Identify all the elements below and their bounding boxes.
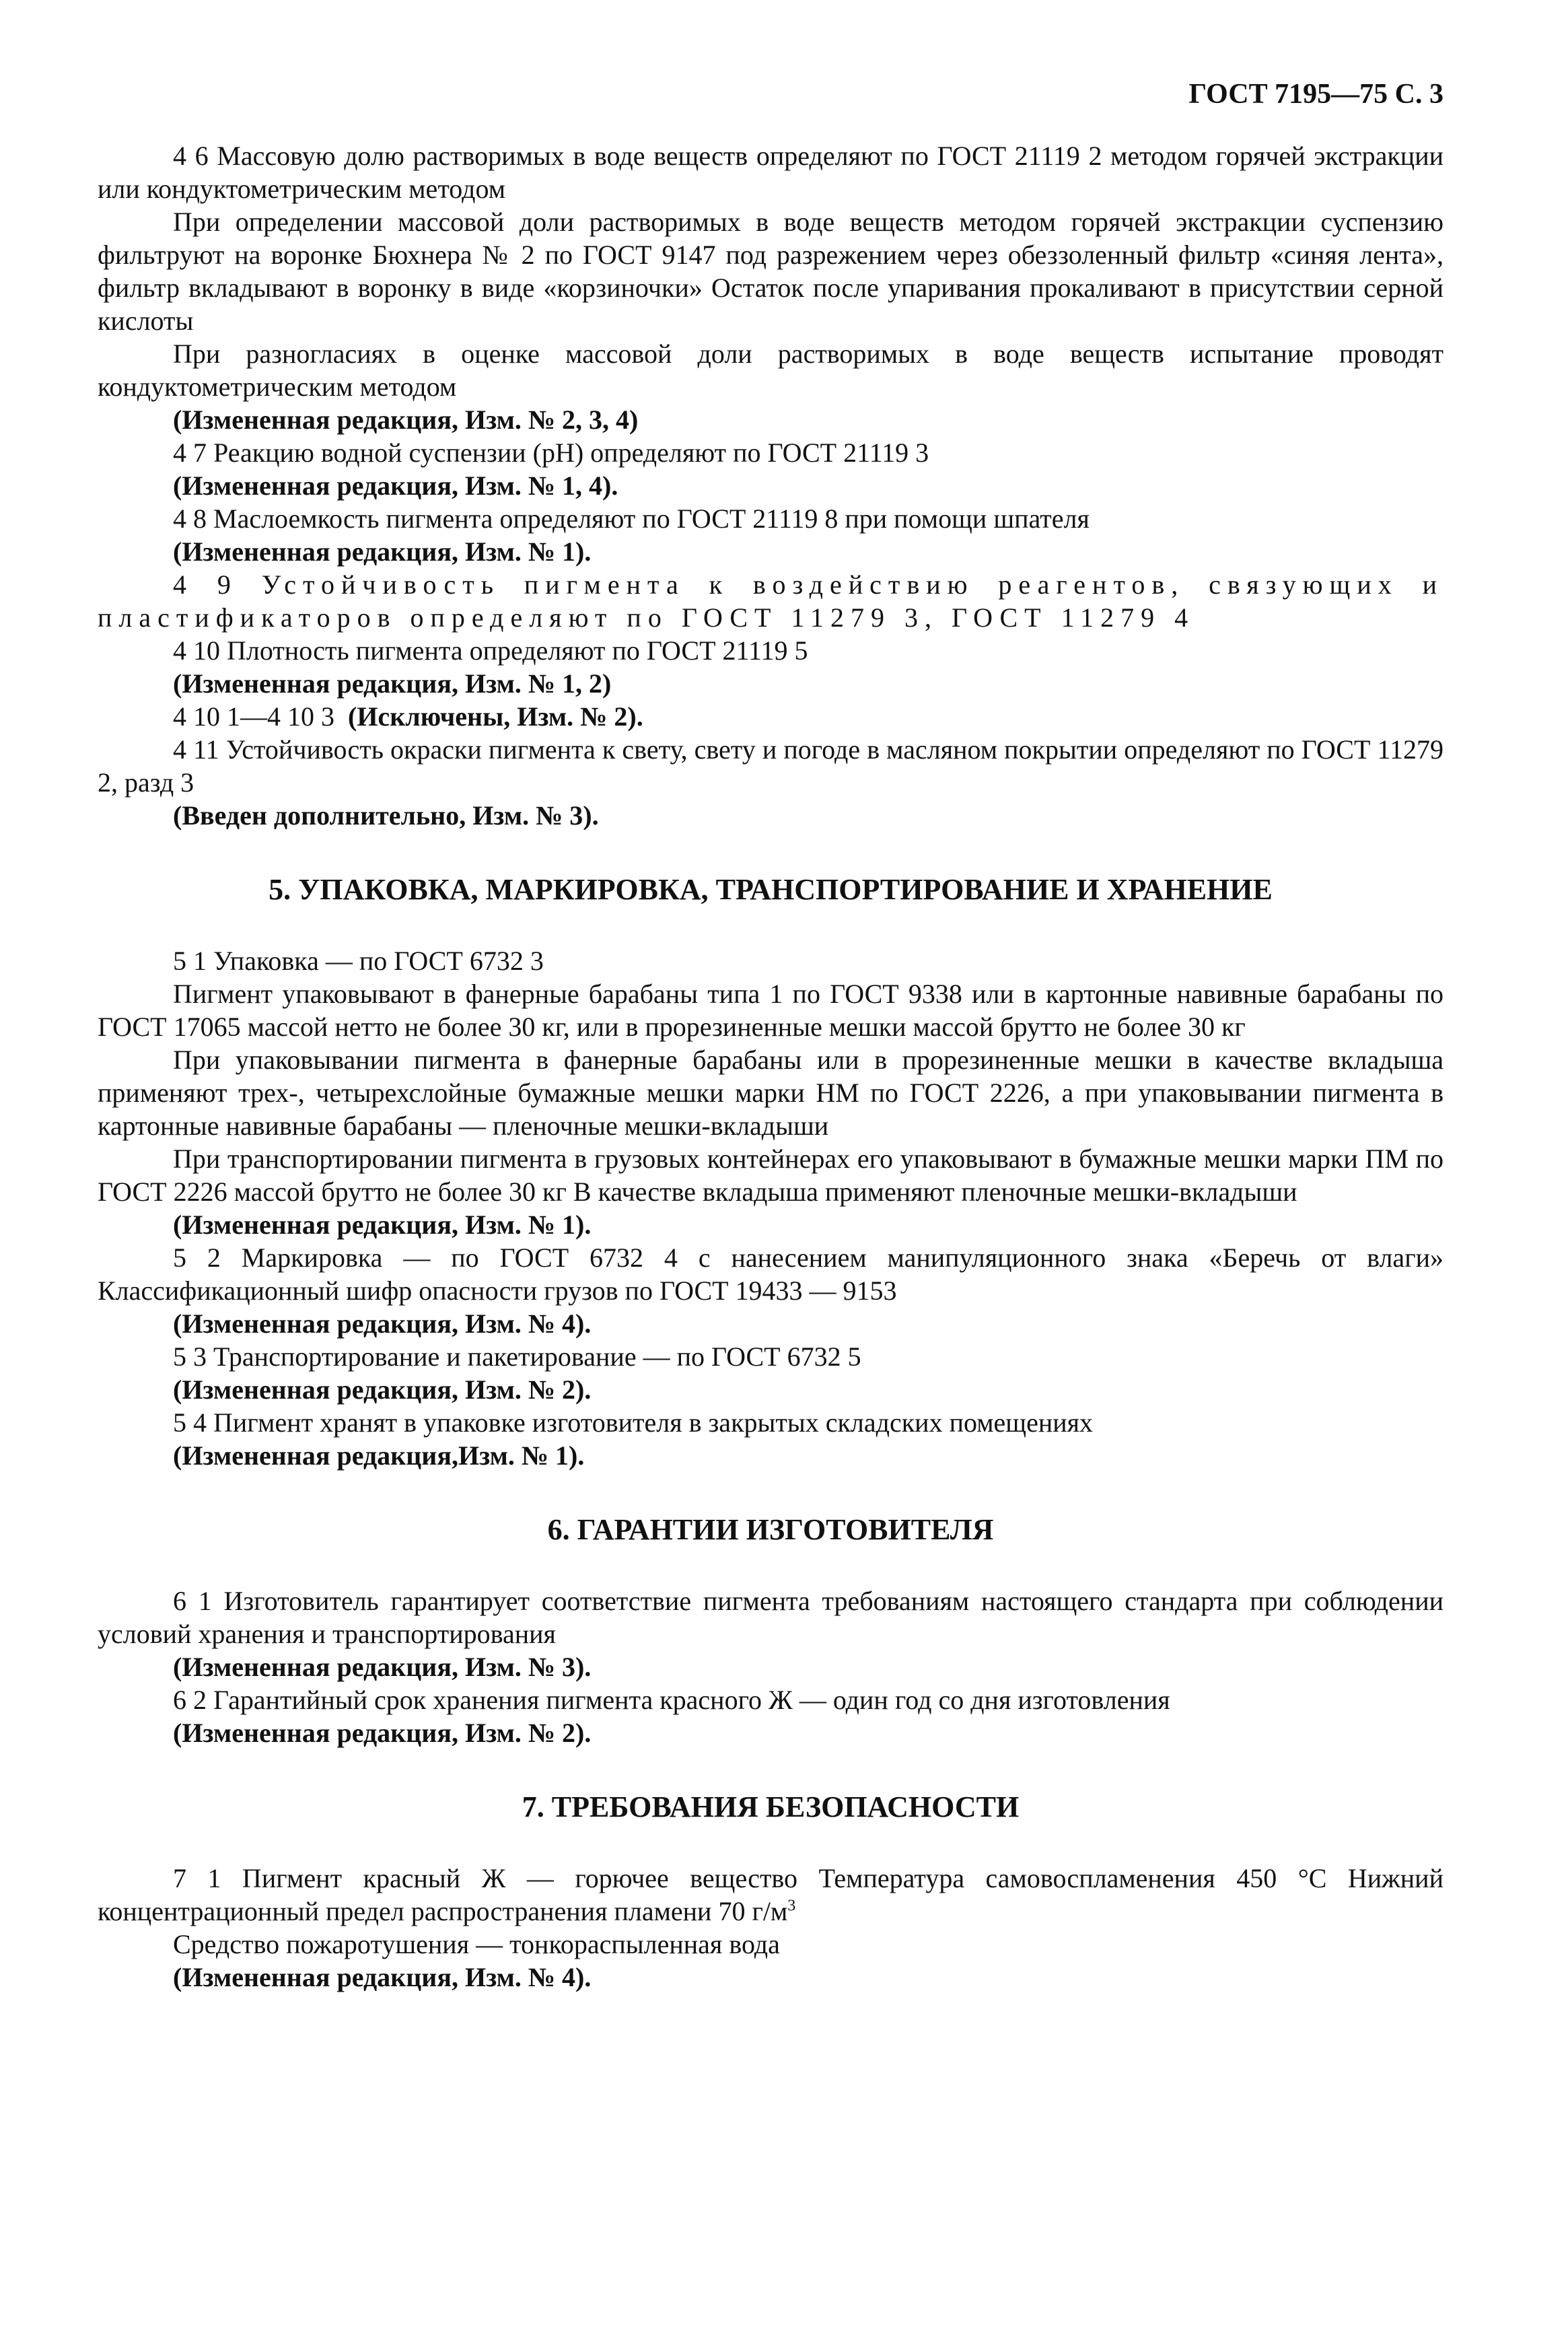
paragraph-5-1-containers: При транспортировании пигмента в грузовых контейнерах его упаковывают в бумажные мешки марки ПМ по ГОСТ 2226 массой брутто не более 30 кг В качестве вкладыша применяют пленочные мешки-вкладыши bbox=[98, 1144, 1444, 1207]
amendment-note: (Измененная редакция, Изм. № 4). bbox=[173, 1308, 592, 1339]
paragraph-5-4: 5 4 Пигмент хранят в упаковке изготовителя в закрытых складских помещениях bbox=[173, 1407, 1094, 1438]
paragraph-6-2: 6 2 Гарантийный срок хранения пигмента красного Ж — один год со дня изготовления bbox=[173, 1685, 1170, 1715]
section-7-heading: 7. ТРЕБОВАНИЯ БЕЗОПАСНОСТИ bbox=[522, 1790, 1020, 1823]
paragraph-4-6: 4 6 Массовую долю растворимых в воде веществ определяют по ГОСТ 21119 2 методом горячей экстракции или кондуктометрическим методом bbox=[98, 141, 1444, 204]
paragraph-7-1-text: 7 1 Пигмент красный Ж — горючее вещество Температура самовоспламенения 450 °С Нижний концентрационный предел распространения пламени 70 г/м bbox=[98, 1863, 1444, 1926]
superscript-3: 3 bbox=[787, 1897, 796, 1915]
amendment-note: (Измененная редакция, Изм. № 1). bbox=[173, 1210, 592, 1240]
amendment-note: (Исключены, Изм. № 2). bbox=[348, 701, 643, 732]
paragraph-5-1: 5 1 Упаковка — по ГОСТ 6732 3 bbox=[173, 946, 544, 976]
paragraph-number: 4 10 1—4 10 3 bbox=[173, 701, 334, 732]
document-page bbox=[98, 77, 1444, 1994]
paragraph-5-1-liners: При упаковывании пигмента в фанерные барабаны или в прорезиненные мешки в качестве вкладыша применяют трех-, четырехслойные бумажные мешки марки НМ по ГОСТ 2226, а при упаковывании пигмента в картонные навивные барабаны — пленочные мешки-вкладыши bbox=[98, 1045, 1444, 1141]
paragraph-5-3: 5 3 Транспортирование и пакетирование — по ГОСТ 6732 5 bbox=[173, 1341, 861, 1372]
paragraph-5-1-drums: Пигмент упаковывают в фанерные барабаны типа 1 по ГОСТ 9338 или в картонные навивные барабаны по ГОСТ 17065 массой нетто не более 30 кг, или в прорезиненные мешки массой брутто не более 30 кг bbox=[98, 979, 1444, 1042]
amendment-note: (Измененная редакция, Изм. № 2, 3, 4) bbox=[173, 405, 639, 435]
amendment-note: (Измененная редакция, Изм. № 4). bbox=[173, 1962, 592, 1992]
amendment-note: (Измененная редакция, Изм. № 1). bbox=[173, 536, 592, 567]
paragraph-4-9: 4 9 Устойчивость пигмента к воздействию реагентов, связующих и пластификаторов определяют по ГОСТ 11279 3, ГОСТ 11279 4 bbox=[98, 569, 1444, 633]
paragraph-4-10-1 bbox=[98, 700, 1444, 733]
paragraph-6-1: 6 1 Изготовитель гарантирует соответствие пигмента требованиям настоящего стандарта при соблюдении условий хранения и транспортирования bbox=[98, 1586, 1444, 1649]
paragraph-4-11: 4 11 Устойчивость окраски пигмента к свету, свету и погоде в масляном покрытии определяют по ГОСТ 11279 2, разд 3 bbox=[98, 734, 1444, 798]
amendment-note: (Измененная редакция, Изм. № 2). bbox=[173, 1718, 592, 1748]
amendment-note: (Измененная редакция, Изм. № 1, 4). bbox=[173, 470, 618, 501]
paragraph-4-10: 4 10 Плотность пигмента определяют по ГОСТ 21119 5 bbox=[173, 635, 808, 666]
amendment-note: (Измененная редакция, Изм. № 3). bbox=[173, 1652, 592, 1682]
paragraph-7-1 bbox=[98, 1862, 1444, 1928]
paragraph-4-7: 4 7 Реакцию водной суспензии (pH) определяют по ГОСТ 21119 3 bbox=[173, 438, 929, 468]
section-5-heading: 5. УПАКОВКА, МАРКИРОВКА, ТРАНСПОРТИРОВАНИЕ И ХРАНЕНИЕ bbox=[269, 873, 1273, 906]
paragraph-4-8: 4 8 Маслоемкость пигмента определяют по ГОСТ 21119 8 при помощи шпателя bbox=[173, 503, 1090, 534]
amendment-note: (Измененная редакция,Изм. № 1). bbox=[173, 1440, 585, 1471]
amendment-note: (Введен дополнительно, Изм. № 3). bbox=[173, 800, 599, 831]
amendment-note: (Измененная редакция, Изм. № 2). bbox=[173, 1374, 592, 1405]
paragraph-7-1-extinguishing: Средство пожаротушения — тонкораспыленная вода bbox=[173, 1929, 780, 1959]
paragraph-4-6-filtration: При определении массовой доли растворимых в воде веществ методом горячей экстракции суспензию фильтруют на воронке Бюхнера № 2 по ГОСТ 9147 под разрежением через обеззоленный фильтр «синяя лента», фильтр вкладывают в воронку в виде «корзиночки» Остаток после упаривания прокаливают в присутствии серной кислоты bbox=[98, 207, 1444, 336]
page-header: ГОСТ 7195—75 С. 3 bbox=[1188, 79, 1444, 110]
amendment-note: (Измененная редакция, Изм. № 1, 2) bbox=[173, 668, 612, 699]
paragraph-5-2: 5 2 Маркировка — по ГОСТ 6732 4 с нанесением манипуляционного знака «Беречь от влаги» Классификационный шифр опасности грузов по ГОСТ 19433 — 9153 bbox=[98, 1242, 1444, 1306]
section-6-heading: 6. ГАРАНТИИ ИЗГОТОВИТЕЛЯ bbox=[547, 1513, 994, 1546]
paragraph-4-6-disagreement: При разногласиях в оценке массовой доли растворимых в воде веществ испытание проводят кондуктометрическим методом bbox=[98, 339, 1444, 402]
